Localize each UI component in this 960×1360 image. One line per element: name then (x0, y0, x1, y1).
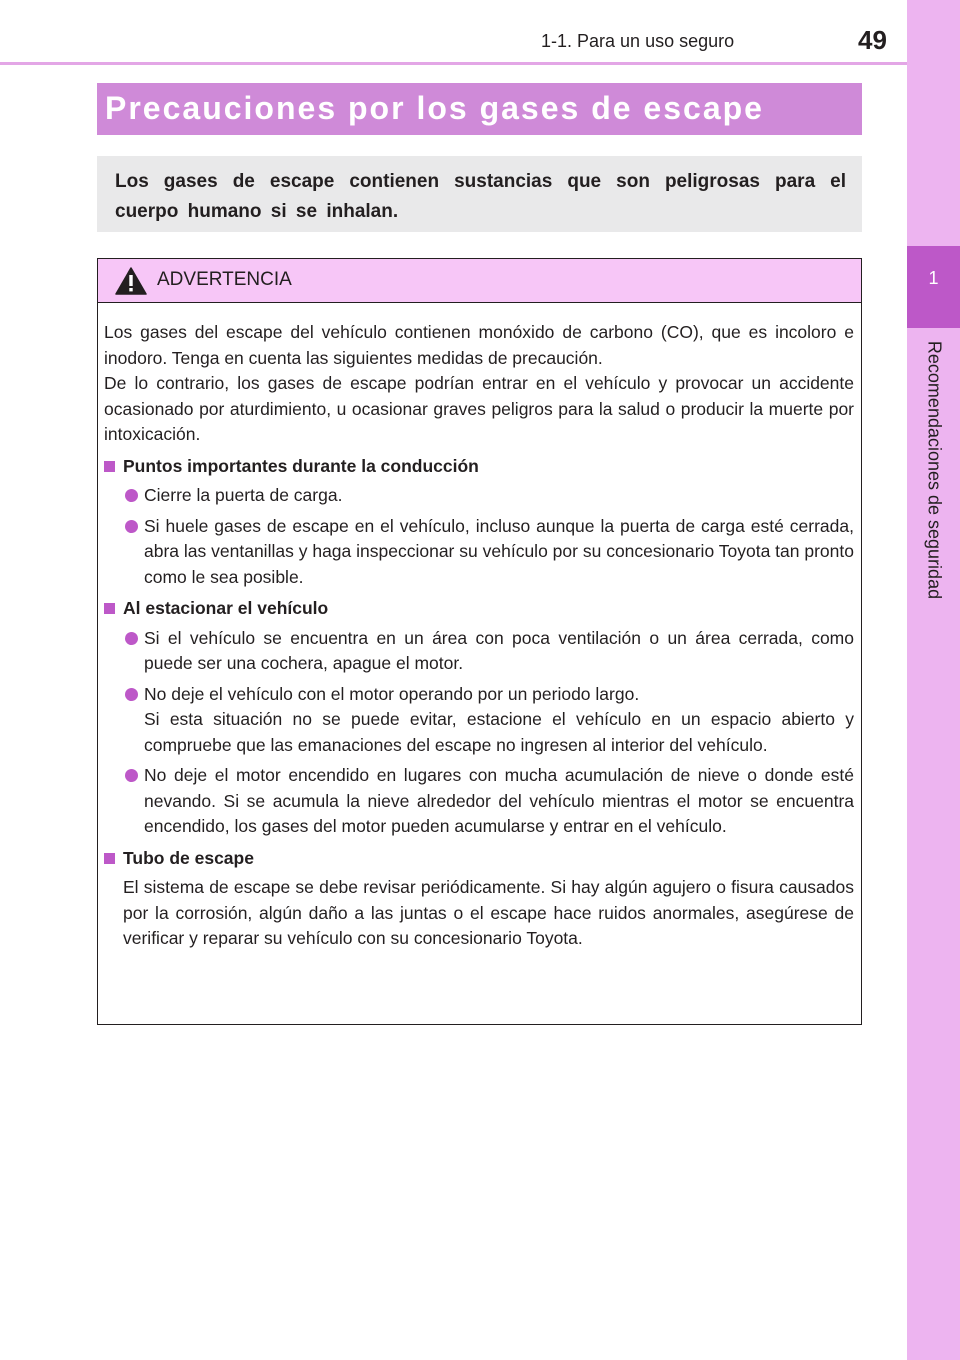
warning-title: ADVERTENCIA (157, 269, 292, 290)
warning-body (104, 320, 854, 952)
chapter-title: Recomendaciones de seguridad (924, 340, 945, 600)
warning-box (97, 258, 862, 1025)
list-item: Cierre la puerta de carga. (104, 483, 854, 509)
square-bullet-icon (104, 853, 115, 864)
page-title: Precauciones por los gases de escape (97, 83, 862, 135)
warning-paragraph: Los gases del escape del vehículo contienen monóxido de carbono (CO), que es incoloro e inodoro. Tenga en cuenta las siguientes medidas de precaución. (104, 322, 854, 368)
chapter-number: 1 (928, 268, 939, 288)
side-chapter-tab (907, 0, 960, 1360)
round-bullet-icon (125, 769, 138, 782)
list-item: Si el vehículo se encuentra en un área con poca ventilación o un área cerrada, como puede ser una cochera, apague el motor. (104, 626, 854, 677)
round-bullet-icon (125, 489, 138, 502)
list-item: Si huele gases de escape en el vehículo, incluso aunque la puerta de carga esté cerrada, abra las ventanillas y haga inspeccionar su vehículo por su concesionario Toyota tan pronto como le sea posible. (104, 514, 854, 591)
list-item-continuation: Si esta situación no se puede evitar, estacione el vehículo en un espacio abierto y compruebe que las emanaciones del escape no ingresen al interior del vehículo. (144, 709, 854, 755)
round-bullet-icon (125, 632, 138, 645)
round-bullet-icon (125, 520, 138, 533)
page-number: 49 (858, 25, 887, 55)
round-bullet-icon (125, 688, 138, 701)
header-divider (0, 62, 907, 65)
section-heading: Puntos importantes durante la conducción (104, 454, 854, 480)
square-bullet-icon (104, 461, 115, 472)
warning-header (98, 259, 861, 303)
warning-triangle-icon (115, 267, 147, 295)
header-section-title: 1-1. Para un uso seguro (541, 31, 735, 51)
list-item: No deje el motor encendido en lugares con mucha acumulación de nieve o donde esté nevando. Si se acumula la nieve alrededor del vehículo mientras el motor se encuentra encendido, los gases del motor pueden acumularse y entrar en el vehículo. (104, 763, 854, 840)
section-heading: Al estacionar el vehículo (104, 596, 854, 622)
section-heading: Tubo de escape (104, 846, 854, 872)
list-item: No deje el vehículo con el motor operando por un periodo largo. Si esta situación no se puede evitar, estacione el vehículo en un espacio abierto y compruebe que las emanaciones del escape no ingresen al interior del vehículo. (104, 682, 854, 759)
intro-summary: Los gases de escape contienen sustancias que son peligrosas para el cuerpo humano si se inhalan. (97, 156, 862, 232)
section-text: El sistema de escape se debe revisar periódicamente. Si hay algún agujero o fisura causados por la corrosión, algún daño a las juntas o el escape hace ruidos anormales, asegúrese de verificar y reparar su vehículo con su concesionario Toyota. (123, 877, 854, 948)
warning-paragraph: De lo contrario, los gases de escape podrían entrar en el vehículo y provocar un accidente ocasionado por aturdimiento, u ocasionar graves peligros para la salud o producir la muerte por intoxicación. (104, 373, 854, 444)
square-bullet-icon (104, 603, 115, 614)
